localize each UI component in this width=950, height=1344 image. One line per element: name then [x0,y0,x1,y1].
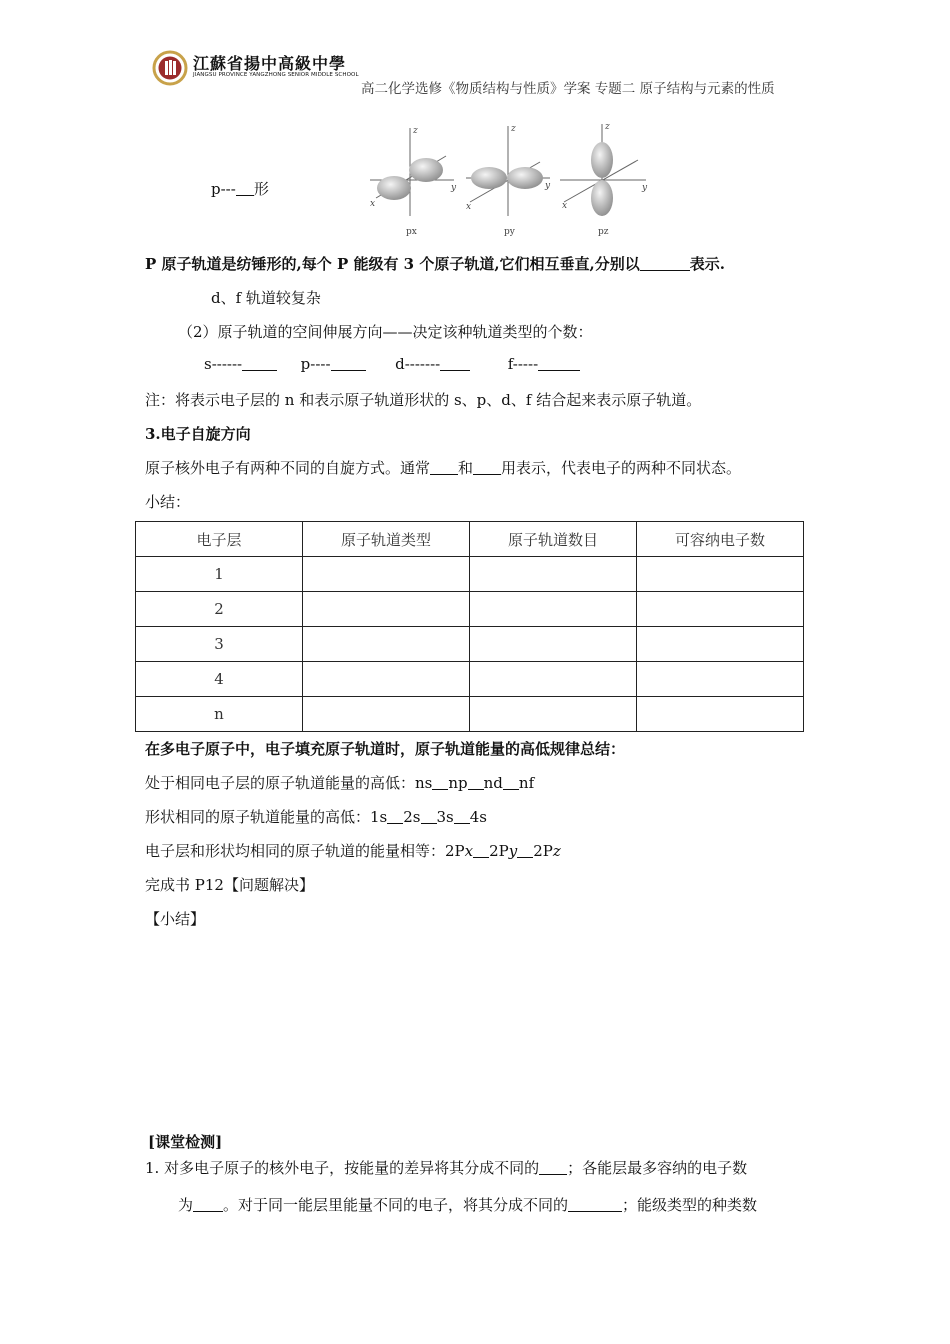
px-axis-x: x [370,199,376,209]
q1-text-b: ；各能层最多容纳的电子数 [567,1159,748,1177]
quiz-question-1-line-2 [178,1194,757,1215]
py-axis-y: y [545,181,551,191]
spin-text-b: 和 [458,459,474,477]
p-orbital-prefix: p--- [211,180,236,198]
spin-text-c: 用表示，代表电子的两种不同状态。 [501,459,742,477]
4s: 4s [469,808,488,826]
orbital-count-blanks [204,355,580,373]
2s: 2s [403,808,421,826]
energy-rules-title: 在多电子原子中，电子填充原子轨道时，原子轨道能量的高低规律总结： [145,740,626,758]
header-electron-capacity: 可容纳电子数 [637,522,804,557]
1s: 1s [370,808,388,826]
table-row [136,557,804,592]
np: np [448,774,468,792]
empty-cell [303,662,470,697]
blank-compare [468,774,484,790]
pz-lobe-bottom [591,180,613,216]
spin-description [145,457,741,478]
px-orbital-diagram [370,126,457,237]
orbital-notation-note: 注：将表示电子层的 n 和表示原子轨道形状的 s、p、d、f 结合起来表示原子轨道。 [145,391,702,409]
d-label: d------- [395,355,441,373]
blank-p-shape [236,180,254,196]
q1-text-e: ；能级类型的种类数 [622,1196,758,1214]
same-shape-rule [145,806,487,827]
pz-orbital-diagram [560,122,648,237]
same-shell-rule [145,772,534,793]
school-name: 江蘇省揚中高級中學 [193,54,347,73]
2p-label: 2P [445,842,465,860]
p-orbital-shape-line [211,178,269,199]
py-axis-x: x [466,202,472,212]
p-desc-end: 表示. [689,255,726,273]
x-sub: x [464,842,474,860]
blank-p-count [331,355,366,371]
p-orbital-description [145,253,725,274]
y-sub: y [508,842,518,860]
py-orbital-diagram [466,124,551,237]
table-row [136,627,804,662]
school-name-english: JIANGSU PROVINCE YANGZHONG SENIOR MIDDLE SCHOOL [193,72,359,78]
blank-compare [454,808,470,824]
shell-cell: n [136,697,303,732]
textbook-task: 完成书 P12【问题解决】 [145,876,314,894]
px-lobe-back [409,158,443,182]
pz-lobe-top [591,142,613,178]
p-orbital-suffix: 形 [253,180,269,198]
blank-p-orbitals [640,255,690,271]
empty-cell [470,557,637,592]
2p-label: 2P [533,842,553,860]
f-label: f----- [507,355,539,373]
blank-max-electrons [193,1196,223,1212]
header-orbital-count: 原子轨道数目 [470,522,637,557]
same-shape-prefix: 形状相同的原子轨道能量的高低： [145,808,371,826]
pz-axis-y: y [642,183,648,193]
q1-text-d: 。对于同一能层里能量不同的电子，将其分成不同的 [223,1196,569,1214]
pz-caption: pz [598,227,609,237]
py-caption: py [504,227,515,237]
3s: 3s [436,808,454,826]
blank-compare [517,842,533,858]
header-orbital-type: 原子轨道类型 [303,522,470,557]
spin-text-a: 原子核外电子有两种不同的自旋方式。通常 [145,459,431,477]
empty-cell [303,697,470,732]
shell-cell: 4 [136,662,303,697]
empty-cell [637,592,804,627]
empty-cell [303,592,470,627]
px-axis-z: z [413,126,418,136]
equal-energy-rule [145,840,561,861]
py-lobe-right [507,167,543,189]
empty-cell [637,627,804,662]
pz-axis-z: z [605,122,610,132]
nd: nd [483,774,503,792]
blank-spin-2 [473,459,501,475]
summary-bracket-title: 【小结】 [145,910,206,928]
empty-cell [470,697,637,732]
blank-compare [503,774,519,790]
empty-cell [470,592,637,627]
spatial-direction-heading: （2）原子轨道的空间伸展方向——决定该种轨道类型的个数： [178,323,593,341]
2p-label: 2P [489,842,509,860]
s-label: s------ [204,355,243,373]
blank-d-count [440,355,470,371]
document-title: 高二化学选修《物质结构与性质》学案 专题二 原子结构与元素的性质 [361,81,775,97]
table-row [136,697,804,732]
empty-cell [303,557,470,592]
equal-prefix: 电子层和形状均相同的原子轨道的能量相等： [145,842,446,860]
nf: nf [518,774,535,792]
z-sub: z [552,842,561,860]
blank-compare [387,808,403,824]
quiz-title: [课堂检测] [148,1133,223,1151]
blank-f-count [538,355,580,371]
blank-compare [421,808,437,824]
blank-sublevels [568,1196,622,1212]
summary-label: 小结： [145,493,191,511]
blank-compare [473,842,489,858]
shell-cell: 3 [136,627,303,662]
table-row [136,662,804,697]
blank-energy-levels [539,1159,567,1175]
px-caption: px [406,227,417,237]
same-shell-prefix: 处于相同电子层的原子轨道能量的高低： [145,774,416,792]
spin-section-title: 3.电子自旋方向 [145,425,251,443]
p-desc-text: P 原子轨道是纺锤形的,每个 P 能级有 3 个原子轨道,它们相互垂直,分别以 [145,255,640,273]
px-lobe-front [377,176,411,200]
px-axis-y: y [451,183,457,193]
table-row [136,592,804,627]
empty-cell [637,662,804,697]
blank-compare [432,774,448,790]
df-orbital-note: d、f 轨道较复杂 [211,289,321,307]
shell-cell: 1 [136,557,303,592]
summary-table [135,521,804,732]
empty-cell [637,557,804,592]
ns: ns [415,774,433,792]
shell-cell: 2 [136,592,303,627]
py-axis-z: z [511,124,516,134]
blank-spin-1 [430,459,458,475]
pz-axis-x: x [562,201,568,211]
header-electron-shell: 电子层 [136,522,303,557]
py-lobe-left [471,167,507,189]
p-orbital-figure [362,118,662,240]
empty-cell [470,662,637,697]
q1-text-c: 为 [178,1196,194,1214]
empty-cell [303,627,470,662]
empty-cell [470,627,637,662]
blank-s-count [242,355,277,371]
q1-text-a: 1. 对多电子原子的核外电子，按能量的差异将其分成不同的 [145,1159,540,1177]
p-label: p---- [300,355,331,373]
table-header-row [136,522,804,557]
empty-cell [637,697,804,732]
quiz-question-1-line-1 [145,1157,747,1178]
